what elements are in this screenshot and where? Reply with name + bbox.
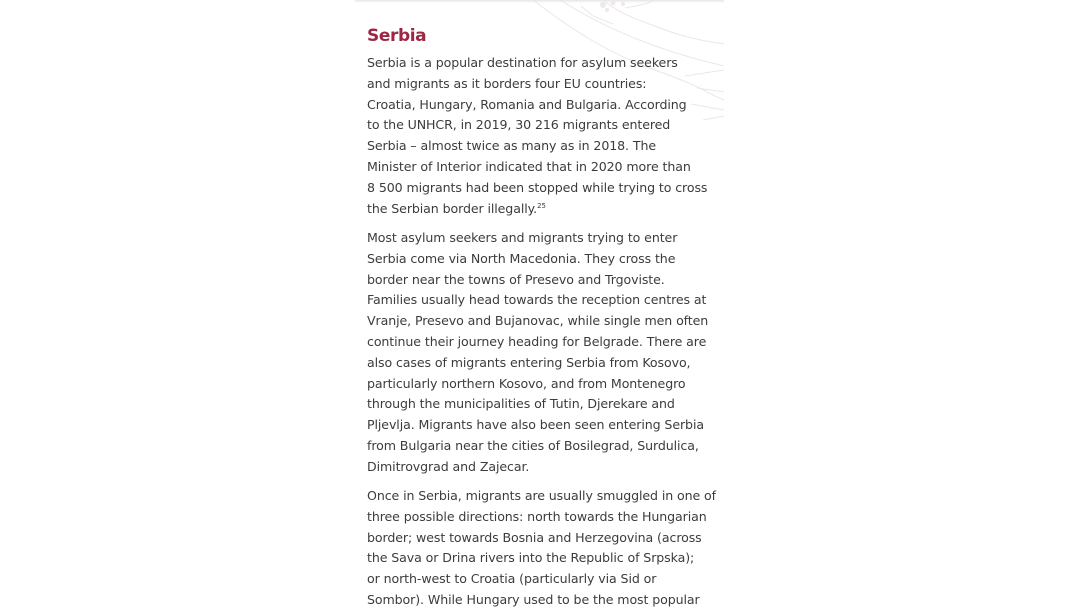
- text-line: and migrants as it borders four EU countries:: [367, 75, 647, 91]
- text-line: Once in Serbia, migrants are usually smuggled in one of: [367, 488, 717, 503]
- text-line: border; west towards Bosnia and Herzegovina (across: [367, 529, 702, 545]
- page-top-edge: [355, 0, 724, 3]
- text-line: Families usually head towards the reception centres at: [367, 292, 707, 308]
- document-page: [355, 0, 724, 608]
- text-line: or north-west to Croatia (particularly via Sid or: [367, 571, 657, 587]
- text-line: Serbia come via North Macedonia. They cross the: [367, 250, 676, 266]
- paragraph-3: [367, 486, 717, 608]
- text-line: the Serbian border illegally.: [367, 200, 538, 216]
- footnote-marker[interactable]: 25: [537, 201, 546, 210]
- text-line: continue their journey heading for Belgrade. There are: [367, 333, 707, 349]
- text-line: Vranje, Presevo and Bujanovac, while single men often: [367, 313, 709, 329]
- text-line: through the municipalities of Tutin, Djerekare and: [367, 396, 675, 412]
- text-line: to the UNHCR, in 2019, 30 216 migrants entered: [367, 117, 671, 133]
- text-line-with-footnote: [367, 199, 697, 220]
- text-line: Pljevlja. Migrants have also been seen entering Serbia: [367, 417, 704, 433]
- paragraph-1: [367, 53, 708, 219]
- text-line: also cases of migrants entering Serbia from Kosovo,: [367, 354, 691, 370]
- text-line: Serbia is a popular destination for asylum seekers: [367, 55, 678, 70]
- text-line: border near the towns of Presevo and Trgoviste.: [367, 271, 665, 287]
- text-line: three possible directions: north towards the Hungarian: [367, 508, 707, 524]
- paragraph-2: [367, 228, 709, 478]
- text-line: Minister of Interior indicated that in 2020 more than: [367, 158, 691, 174]
- text-line: 8 500 migrants had been stopped while trying to cross: [367, 179, 708, 195]
- section-heading: Serbia: [367, 26, 427, 46]
- text-line: Most asylum seekers and migrants trying to enter: [367, 230, 678, 245]
- text-line: the Sava or Drina rivers into the Republic of Srpska);: [367, 550, 695, 566]
- text-line: particularly northern Kosovo, and from Montenegro: [367, 375, 686, 391]
- text-line: Dimitrovgrad and Zajecar.: [367, 458, 530, 474]
- text-line: Sombor). While Hungary used to be the most popular: [367, 591, 700, 607]
- text-line: Serbia – almost twice as many as in 2018. The: [367, 138, 656, 154]
- text-line: from Bulgaria near the cities of Bosilegrad, Surdulica,: [367, 437, 699, 453]
- text-line: Croatia, Hungary, Romania and Bulgaria. According: [367, 96, 687, 112]
